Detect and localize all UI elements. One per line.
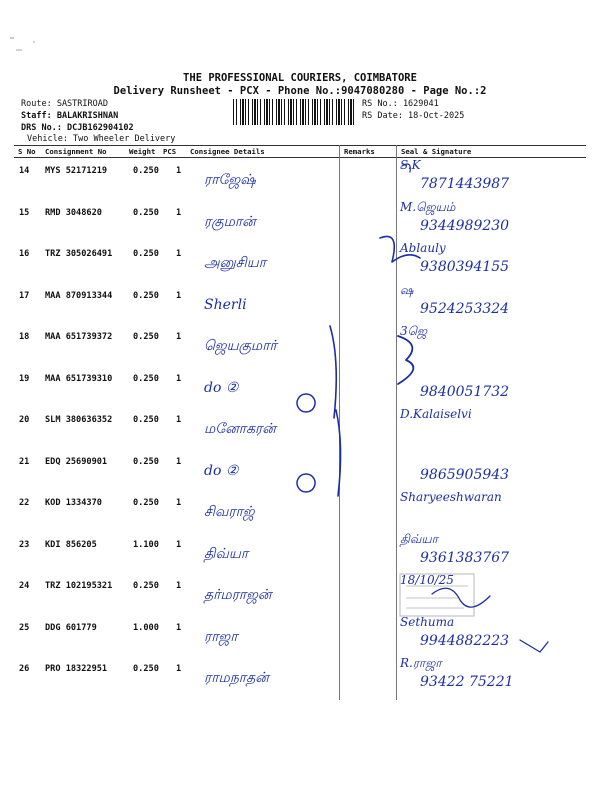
consignee-handwriting: ராஜேஷ் <box>204 172 256 188</box>
consignee-handwriting: ஜெயகுமார் <box>204 338 277 354</box>
row-pcs: 1 <box>176 456 182 467</box>
row-pcs: 1 <box>176 166 182 176</box>
row-consignment: TRZ 305026491 <box>45 249 113 259</box>
seal-stamp-icon <box>398 572 476 618</box>
rs-date: RS Date: 18-Oct-2025 <box>362 111 465 121</box>
row-consignment: TRZ 102195321 <box>45 581 113 591</box>
row-pcs: 1 <box>176 581 182 591</box>
row-sno: 16 <box>19 249 30 259</box>
row-pcs: 1 <box>176 664 182 674</box>
col-consignment: Consignment No <box>45 147 107 156</box>
row-weight: 0.250 <box>133 332 159 342</box>
row-pcs: 1 <box>176 373 182 384</box>
row-weight: 0.250 <box>133 456 159 467</box>
phone-handwriting: 9865905943 <box>420 466 510 483</box>
phone-handwriting: 9944882223 <box>420 632 510 649</box>
signature-handwriting: M.ஜெயம் <box>400 199 456 214</box>
consignee-handwriting: ராஜா <box>204 628 238 645</box>
row-consignment: KOD 1334370 <box>45 498 102 508</box>
consignee-handwriting: மனோகரன் <box>204 421 276 437</box>
row-consignment: MAA 651739310 <box>45 373 113 384</box>
row-weight: 0.250 <box>133 249 159 259</box>
row-sno: 18 <box>19 332 30 342</box>
row-sno: 15 <box>19 207 30 218</box>
signature-handwriting: ஷ <box>400 282 414 297</box>
staff-label: Staff: BALAKRISHNAN <box>21 111 119 121</box>
row-weight: 0.250 <box>133 166 159 176</box>
signature-handwriting: Sharyeeshwaran <box>400 490 502 504</box>
row-consignment: MYS 52171219 <box>45 166 108 176</box>
consignee-handwriting: do ② <box>204 462 239 479</box>
consignee-handwriting: சிவராஜ் <box>204 504 255 520</box>
row-weight: 0.250 <box>133 498 159 508</box>
row-sno: 23 <box>19 539 30 550</box>
row-sno: 25 <box>19 622 30 633</box>
signature-handwriting: Ablauly <box>400 241 446 255</box>
phone-handwriting: 9380394155 <box>420 259 510 275</box>
row-pcs: 1 <box>176 539 182 550</box>
col-pcs: PCS <box>163 147 177 156</box>
signature-handwriting: 3ஜெ <box>400 324 427 338</box>
runsheet-title: Delivery Runsheet - PCX - Phone No.:9047080280 - Page No.:2 <box>113 85 487 97</box>
consignee-handwriting: தர்மராஜன் <box>204 587 272 603</box>
route-label: Route: SASTRIROAD <box>21 99 108 109</box>
signature-handwriting: 18/10/25 <box>400 573 454 587</box>
row-pcs: 1 <box>176 290 182 301</box>
row-consignment: KDI 856205 <box>45 539 97 550</box>
signature-handwriting: S.K <box>400 158 421 172</box>
row-consignment: PRO 18322951 <box>45 664 108 674</box>
row-weight: 0.250 <box>133 207 159 218</box>
consignee-handwriting: Sherli <box>204 296 247 313</box>
consignee-handwriting: ரகுமான் <box>204 213 256 230</box>
phone-handwriting: 9840051732 <box>420 383 510 400</box>
vehicle-label: Vehicle: Two Wheeler Delivery <box>27 134 176 144</box>
row-weight: 0.250 <box>133 581 159 591</box>
signature-handwriting: D.Kalaiselvi <box>400 407 472 421</box>
row-sno: 22 <box>19 498 30 508</box>
row-consignment: RMD 3048620 <box>45 207 102 218</box>
phone-handwriting: 7871443987 <box>420 176 510 192</box>
row-weight: 1.000 <box>133 622 159 633</box>
row-consignment: DDG 601779 <box>45 622 97 633</box>
row-sno: 20 <box>19 415 30 425</box>
row-weight: 0.250 <box>133 664 159 674</box>
row-weight: 0.250 <box>133 373 159 384</box>
row-weight: 1.100 <box>133 539 159 550</box>
row-sno: 19 <box>19 373 30 384</box>
phone-handwriting: 9524253324 <box>420 300 510 317</box>
col-sno: S No <box>18 147 36 156</box>
row-consignment: MAA 870913344 <box>45 290 113 301</box>
signature-handwriting: Sethuma <box>400 614 455 629</box>
row-weight: 0.250 <box>133 290 159 301</box>
row-sno: 21 <box>19 456 30 467</box>
row-pcs: 1 <box>176 622 182 633</box>
phone-handwriting: 93422 75221 <box>420 674 514 690</box>
row-pcs: 1 <box>176 415 182 425</box>
consignee-handwriting: ராமநாதன் <box>204 670 269 686</box>
consignee-handwriting: do ② <box>204 379 239 396</box>
row-sno: 14 <box>19 166 30 176</box>
row-consignment: EDQ 25690901 <box>45 456 108 467</box>
row-weight: 0.250 <box>133 415 159 425</box>
col-consignee: Consignee Details <box>190 147 265 156</box>
row-pcs: 1 <box>176 332 182 342</box>
col-weight: Weight <box>129 147 156 156</box>
row-pcs: 1 <box>176 207 182 218</box>
phone-handwriting: 9361383767 <box>420 549 510 566</box>
signature-handwriting: திவ்யா <box>400 531 438 546</box>
row-consignment: MAA 651739372 <box>45 332 113 342</box>
row-sno: 24 <box>19 581 30 591</box>
drs-label: DRS No.: DCJB162904102 <box>21 123 134 133</box>
company-title: THE PROFESSIONAL COURIERS, COIMBATORE <box>183 72 417 84</box>
rs-number: RS No.: 1629041 <box>362 99 439 109</box>
consignee-handwriting: திவ்யா <box>204 545 249 562</box>
row-sno: 26 <box>19 664 30 674</box>
row-sno: 17 <box>19 290 30 301</box>
row-consignment: SLM 380636352 <box>45 415 113 425</box>
col-seal: Seal & Signature <box>401 147 472 156</box>
row-pcs: 1 <box>176 498 182 508</box>
row-pcs: 1 <box>176 249 182 259</box>
col-remarks: Remarks <box>344 147 375 156</box>
phone-handwriting: 9344989230 <box>420 217 510 234</box>
consignee-handwriting: அனுசியா <box>204 255 267 271</box>
signature-handwriting: R.ராஜா <box>400 656 442 670</box>
